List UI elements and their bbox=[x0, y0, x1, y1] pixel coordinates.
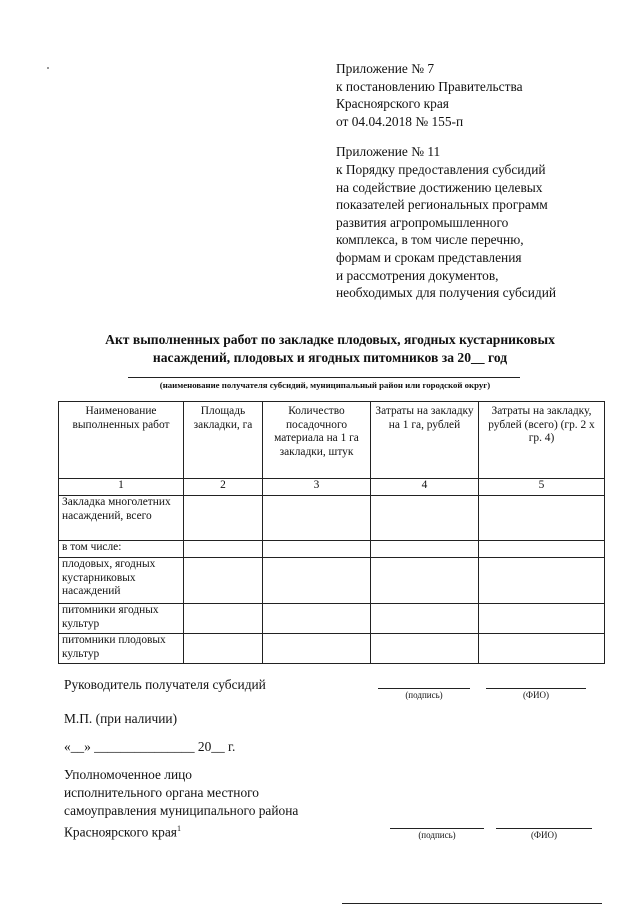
order-line: комплекса, в том числе перечню, bbox=[336, 232, 524, 248]
order-line: показателей региональных программ bbox=[336, 197, 548, 213]
table-row bbox=[59, 634, 605, 664]
column-number-row bbox=[59, 479, 605, 496]
authorized-line-last bbox=[64, 820, 181, 841]
appendix-line: от 04.04.2018 № 155-п bbox=[336, 113, 464, 129]
order-line: и рассмотрения документов, bbox=[336, 267, 499, 283]
table-cell[interactable] bbox=[263, 634, 371, 664]
column-header: Площадь закладки, га bbox=[184, 402, 263, 479]
order-line: к Порядку предоставления субсидий bbox=[336, 161, 546, 177]
table-header-row bbox=[59, 402, 605, 479]
row-label: в том числе: bbox=[59, 541, 184, 558]
footnote-separator bbox=[342, 903, 602, 904]
column-header: Наименование выполненных работ bbox=[59, 402, 184, 479]
order-line: Приложение № 11 bbox=[336, 144, 441, 160]
order-line: на содействие достижению целевых bbox=[336, 179, 543, 195]
appendix-line: Красноярского края bbox=[336, 96, 449, 112]
table-cell[interactable] bbox=[479, 604, 605, 634]
order-line: необходимых для получения субсидий bbox=[336, 285, 557, 301]
recipient-caption: (наименование получателя субсидий, муниципальный район или городской округ) bbox=[159, 380, 491, 390]
table-cell[interactable] bbox=[263, 558, 371, 604]
works-table bbox=[58, 401, 605, 664]
column-number: 4 bbox=[371, 479, 479, 496]
table-row bbox=[59, 558, 605, 604]
order-line: развития агропромышленного bbox=[336, 214, 509, 230]
authorized-fio-line[interactable] bbox=[496, 828, 592, 829]
column-number: 1 bbox=[59, 479, 184, 496]
signature-caption: (подпись) bbox=[405, 690, 443, 700]
stamp-label: М.П. (при наличии) bbox=[64, 711, 178, 726]
authorized-line: самоуправления муниципального района bbox=[64, 803, 299, 818]
table-cell[interactable] bbox=[479, 558, 605, 604]
head-signature-label: Руководитель получателя субсидий bbox=[64, 677, 266, 692]
table-cell[interactable] bbox=[184, 634, 263, 664]
table-cell[interactable] bbox=[479, 634, 605, 664]
column-header: Затраты на закладку, рублей (всего) (гр. 2 x гр. 4) bbox=[479, 402, 605, 479]
column-header: Затраты на закладку на 1 га, рублей bbox=[371, 402, 479, 479]
column-number: 5 bbox=[479, 479, 605, 496]
column-number: 3 bbox=[263, 479, 371, 496]
head-fio-line[interactable] bbox=[486, 688, 586, 689]
table-cell[interactable] bbox=[479, 541, 605, 558]
header-block bbox=[336, 60, 636, 302]
recipient-fill-line[interactable] bbox=[128, 377, 520, 378]
row-label: Закладка многолетних насаждений, всего bbox=[59, 496, 184, 541]
table-cell[interactable] bbox=[371, 541, 479, 558]
table-cell[interactable] bbox=[371, 558, 479, 604]
authorized-line: Красноярского края bbox=[64, 824, 177, 840]
footnote-mark: 1 bbox=[176, 824, 181, 833]
scan-speck bbox=[47, 67, 49, 69]
table-cell[interactable] bbox=[263, 496, 371, 541]
fio-caption: (ФИО) bbox=[522, 690, 550, 700]
table-cell[interactable] bbox=[479, 496, 605, 541]
head-signature-line[interactable] bbox=[378, 688, 470, 689]
table-cell[interactable] bbox=[184, 558, 263, 604]
table-cell[interactable] bbox=[371, 604, 479, 634]
signature-caption: (подпись) bbox=[418, 830, 456, 840]
appendix-line: к постановлению Правительства bbox=[336, 78, 523, 94]
appendix-line: Приложение № 7 bbox=[336, 61, 435, 76]
table-cell[interactable] bbox=[371, 634, 479, 664]
authorized-line: исполнительного органа местного bbox=[64, 785, 260, 800]
table-cell[interactable] bbox=[371, 496, 479, 541]
authorized-signature-line[interactable] bbox=[390, 828, 484, 829]
table-row bbox=[59, 496, 605, 541]
title-line: Акт выполненных работ по закладке плодовых, ягодных кустарниковых bbox=[105, 332, 555, 347]
fio-caption: (ФИО) bbox=[530, 830, 558, 840]
table-cell[interactable] bbox=[184, 541, 263, 558]
row-label: питомники ягодных культур bbox=[59, 604, 184, 634]
table-cell[interactable] bbox=[263, 604, 371, 634]
column-header: Количество посадочного материала на 1 га закладки, штук bbox=[263, 402, 371, 479]
column-number: 2 bbox=[184, 479, 263, 496]
table-cell[interactable] bbox=[184, 496, 263, 541]
row-label: питомники плодовых культур bbox=[59, 634, 184, 664]
table-row bbox=[59, 604, 605, 634]
document-title bbox=[30, 331, 630, 366]
table-cell[interactable] bbox=[184, 604, 263, 634]
table-row bbox=[59, 541, 605, 558]
authorized-line: Уполномоченное лицо bbox=[64, 767, 192, 782]
row-label: плодовых, ягодных кустарниковых насаждений bbox=[59, 558, 184, 604]
order-line: формам и срокам представления bbox=[336, 249, 522, 265]
title-line: насаждений, плодовых и ягодных питомников за 20__ год bbox=[152, 349, 508, 365]
table-cell[interactable] bbox=[263, 541, 371, 558]
date-line: «__» _______________ 20__ г. bbox=[64, 739, 236, 754]
